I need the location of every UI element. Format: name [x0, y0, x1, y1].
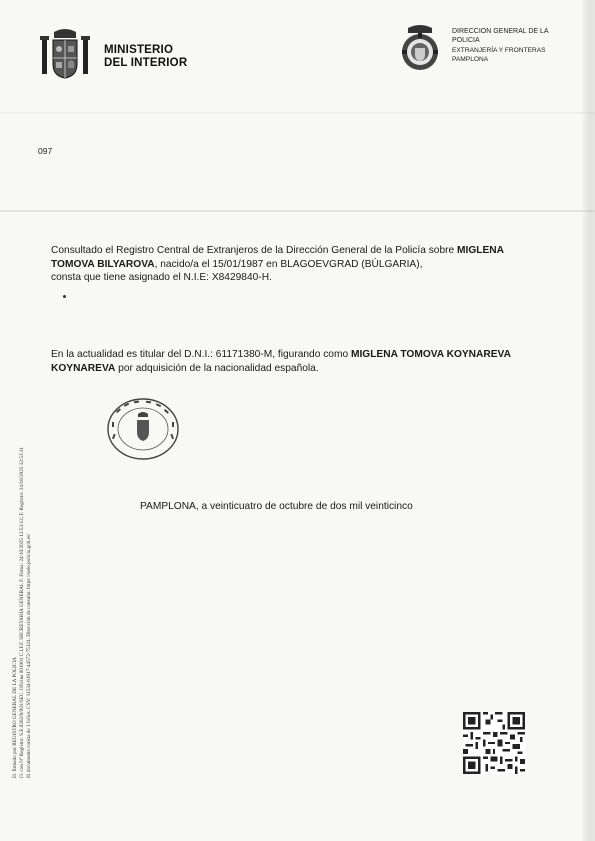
- birth-name: MIGLENA TOMOVA BILYAROVA: [51, 245, 504, 270]
- nationality-paragraph: [51, 348, 537, 375]
- ministry-line-1: MINISTERIO: [104, 44, 174, 56]
- paragraph-2-intro: En la actualidad es titular del D.N.I.: 61171380-M, figurando como: [51, 349, 351, 360]
- nie-line: consta que tiene asignado el N.I.E: X8429840-H.: [51, 272, 272, 283]
- reference-number: 097: [38, 146, 53, 156]
- electronic-signature-sidebar: [12, 338, 33, 778]
- paragraph-1-intro: Consultado el Registro Central de Extranjeros de la Dirección General de la Policía sobre: [51, 245, 458, 256]
- registry-paragraph: [51, 244, 537, 285]
- place-and-date: PAMPLONA, a veinticuatro de octubre de dos mil veinticinco: [140, 501, 413, 512]
- scan-artifact-line: [0, 112, 595, 114]
- current-name: MIGLENA TOMOVA KOYNAREVA KOYNAREVA: [51, 349, 511, 374]
- scan-edge-shadow: [581, 0, 595, 841]
- coat-of-arms-icon: [36, 28, 94, 80]
- police-line-1: DIRECCION GENERAL DE LA POLICIA: [452, 28, 549, 44]
- sidebar-line-3: El documento consta de 1 folios. CSV: 11534-61917-44572-75124. Dirección de consulta: https://sede.policia.gob.es/: [26, 533, 32, 778]
- paragraph-2-outro: por adquisición de la nacionalidad española.: [115, 362, 319, 374]
- scan-artifact-line: [0, 210, 595, 212]
- ministry-title: [104, 44, 187, 70]
- qr-code-icon[interactable]: [463, 712, 525, 774]
- police-badge-icon: [398, 22, 442, 72]
- birth-details: , nacido/a el 15/01/1987 en BLAGOEVGRAD (BÚLGARIA),: [154, 258, 423, 270]
- sidebar-line-1: D. firmado por REGISTRO GENERAL DE LA POLICIA: [12, 657, 18, 778]
- ink-dot: [63, 295, 66, 298]
- police-directorate-header: [452, 27, 562, 64]
- sidebar-line-2: O. con Nº Registro: S.E.0262/8/001/SEC. Oficina 001001 C.I.F.F. SECRETARÍA GENERAL F. Firma: 24/10/2025 12:53:12; F. Registro: 24/10/2025 12:53:11: [19, 446, 25, 778]
- official-stamp-icon: [104, 396, 182, 462]
- police-line-2: EXTRANJERÍA Y FRONTERAS PAMPLONA: [452, 47, 546, 63]
- ministry-line-2: DEL INTERIOR: [104, 57, 188, 69]
